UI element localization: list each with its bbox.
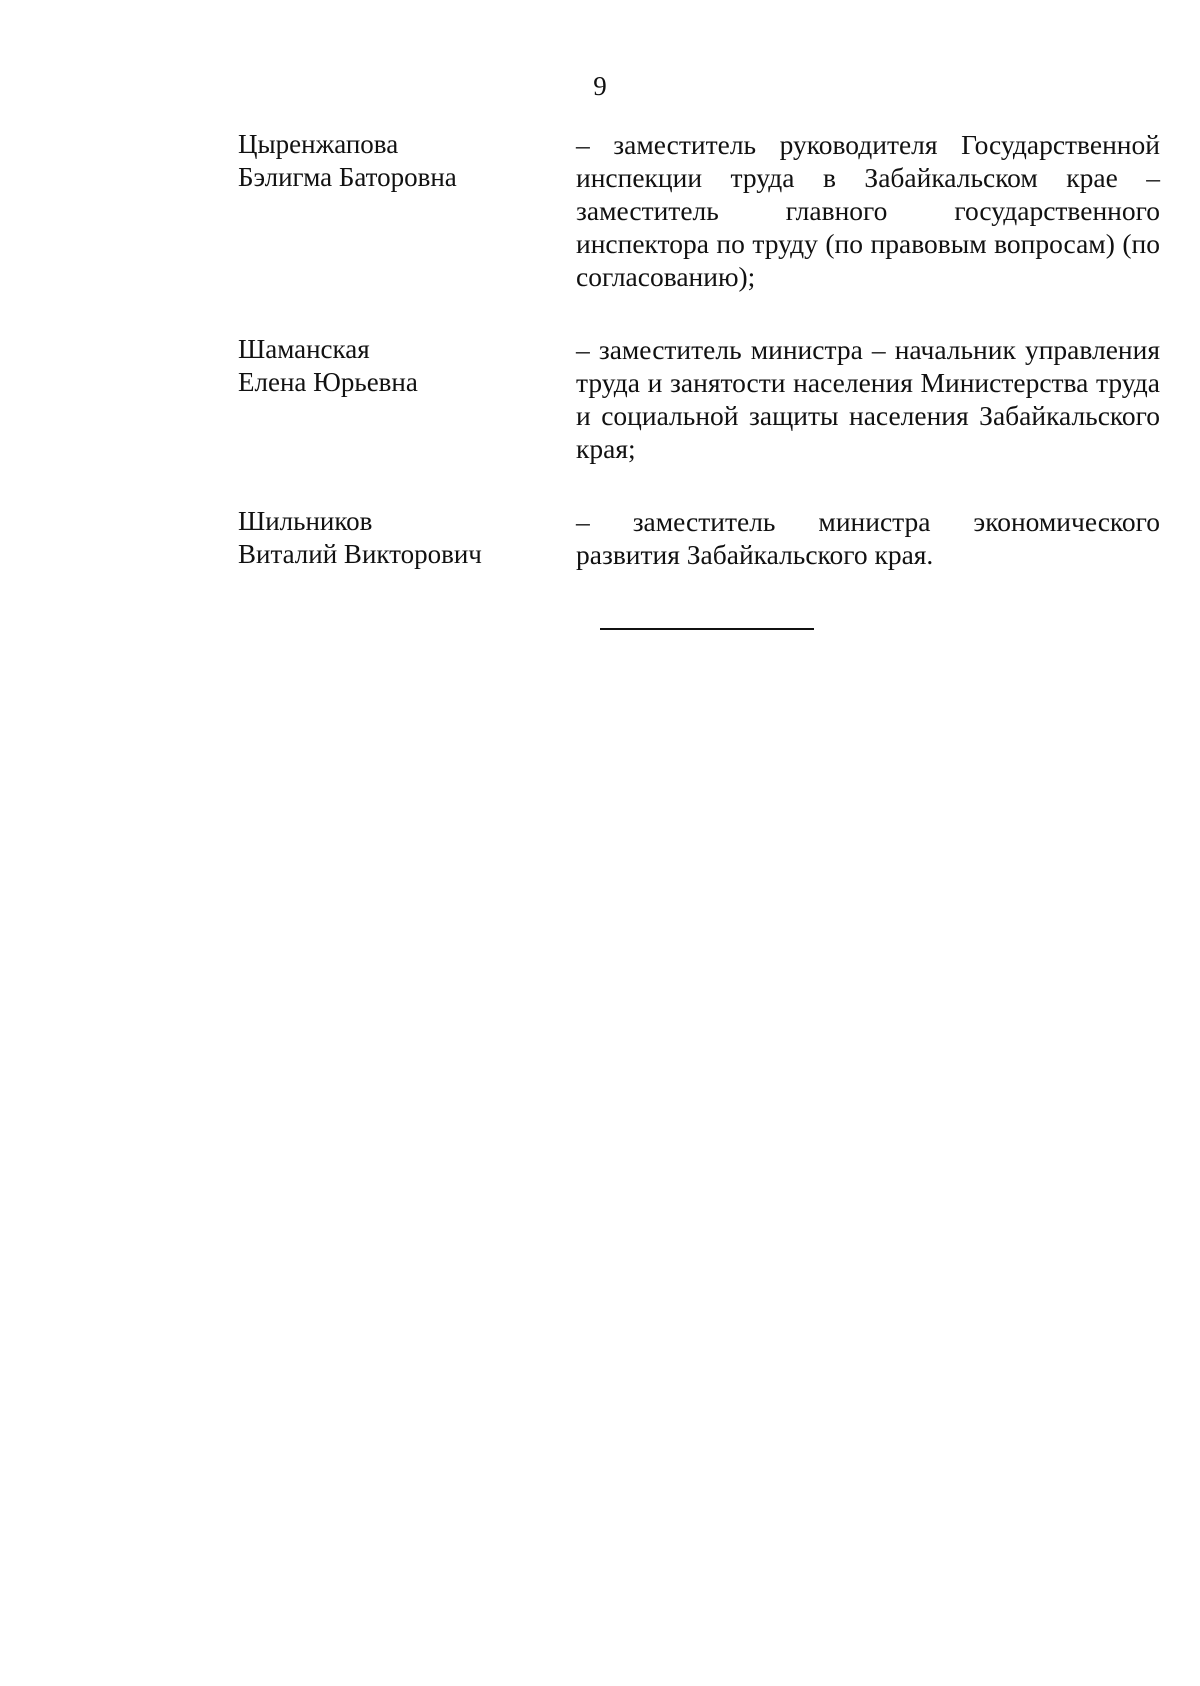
- member-role: – заместитель министра – начальник управления труда и занятости населения Министерства труда и социальной защиты населения Забайкальского края;: [576, 334, 1160, 464]
- member-entry-tsyrenzhapova: [238, 128, 1160, 293]
- member-list: [238, 128, 1160, 611]
- member-surname: Цыренжапова: [238, 129, 399, 159]
- member-given-names: Бэлигма Баторовна: [238, 162, 457, 192]
- member-surname: Шильников: [238, 506, 373, 536]
- end-of-document-line: [600, 628, 814, 630]
- member-entry-shamanskaya: [238, 333, 1160, 465]
- member-given-names: Елена Юрьевна: [238, 367, 418, 397]
- member-role: – заместитель руководителя Государственной инспекции труда в Забайкальском крае – заместитель главного государственного инспектора по труду (по правовым вопросам) (по согласованию);: [576, 129, 1160, 292]
- page-number: 9: [593, 71, 607, 101]
- member-name: [238, 128, 576, 293]
- member-name: [238, 333, 576, 465]
- member-name: [238, 505, 576, 571]
- member-surname: Шаманская: [238, 334, 370, 364]
- member-entry-shilnikov: [238, 505, 1160, 571]
- member-given-names: Виталий Викторович: [238, 539, 482, 569]
- member-role: – заместитель министра экономического развития Забайкальского края.: [576, 506, 1160, 570]
